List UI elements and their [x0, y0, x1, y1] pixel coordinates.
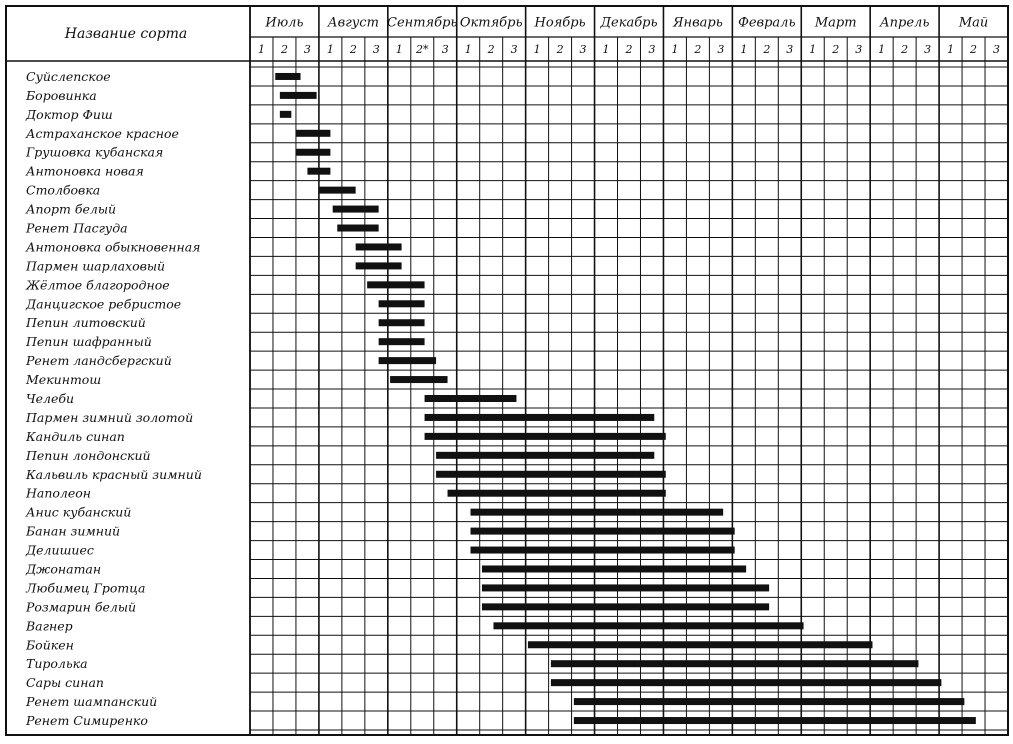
- month-label: Январь: [673, 15, 723, 31]
- ripening-bar: [280, 111, 291, 118]
- decade-label: 1: [602, 43, 610, 56]
- month-label: Март: [814, 15, 857, 31]
- variety-label: Данцигское ребристое: [26, 296, 182, 312]
- ripening-bar: [471, 547, 735, 554]
- ripening-bar: [379, 300, 425, 307]
- ripening-bar: [436, 452, 654, 459]
- decade-label: 1: [464, 43, 472, 56]
- ripening-bar: [296, 130, 330, 137]
- decade-label: 2: [970, 43, 978, 56]
- decade-label: 1: [878, 43, 886, 56]
- variety-label: Кандиль синап: [26, 428, 125, 444]
- ripening-bar: [425, 433, 666, 440]
- variety-label: Боровинка: [26, 87, 97, 103]
- decade-label: 3: [786, 43, 794, 56]
- variety-label: Кальвиль красный зимний: [26, 466, 202, 482]
- ripening-bar: [296, 149, 330, 156]
- decade-label: 1: [671, 43, 679, 56]
- variety-label: Антоновка новая: [26, 163, 144, 179]
- ripening-bar: [436, 471, 666, 478]
- decade-label: 3: [924, 43, 932, 56]
- decade-label: 3: [993, 43, 1001, 56]
- variety-label: Пепин шафранный: [26, 334, 152, 350]
- ripening-bar: [356, 262, 402, 269]
- ripening-bar: [307, 168, 330, 175]
- decade-label: 2: [694, 43, 702, 56]
- decade-label: 1: [533, 43, 541, 56]
- ripening-bar: [482, 584, 769, 591]
- variety-label: Сары синап: [26, 675, 104, 691]
- variety-label: Наполеон: [26, 485, 92, 501]
- ripening-bar: [574, 698, 964, 705]
- month-label: Апрель: [879, 15, 930, 31]
- month-label: Октябрь: [459, 15, 523, 31]
- ripening-bar: [319, 187, 356, 194]
- variety-label: Анис кубанский: [26, 504, 132, 520]
- ripening-bar: [356, 243, 402, 250]
- variety-label: Пепин литовский: [26, 315, 146, 331]
- month-label: Август: [327, 15, 379, 31]
- decade-label: 3: [855, 43, 863, 56]
- ripening-bar: [448, 490, 666, 497]
- ripening-bar: [471, 528, 735, 535]
- decade-label: 1: [326, 43, 334, 56]
- ripening-bar: [551, 679, 941, 686]
- ripening-bar: [337, 225, 378, 232]
- variety-label: Пармен шарлаховый: [26, 258, 166, 274]
- variety-label: Банан зимний: [26, 523, 121, 539]
- month-label: Май: [958, 15, 989, 31]
- month-label: Декабрь: [600, 15, 658, 31]
- variety-label: Суйслепское: [26, 68, 111, 84]
- decade-label: 2: [487, 43, 495, 56]
- decade-label: 1: [809, 43, 817, 56]
- ripening-bar: [528, 641, 873, 648]
- decade-label: 3: [510, 43, 518, 56]
- variety-label: Челеби: [26, 391, 75, 406]
- variety-label: Делишиес: [26, 542, 94, 558]
- ripening-bar: [379, 319, 425, 326]
- decade-label: 2: [280, 43, 288, 56]
- variety-label: Доктор Фиш: [26, 106, 113, 122]
- ripening-bar: [471, 509, 724, 516]
- month-label: Февраль: [738, 15, 796, 31]
- variety-label: Астраханское красное: [26, 125, 179, 141]
- variety-label: Мекинтош: [26, 372, 102, 388]
- decade-label: 2: [556, 43, 564, 56]
- variety-label: Бойкен: [26, 637, 74, 653]
- decade-label: 1: [740, 43, 748, 56]
- decade-label: 3: [579, 43, 587, 56]
- variety-label: Апорт белый: [26, 201, 117, 217]
- decade-label: 2: [763, 43, 771, 56]
- variety-label: Джонатан: [26, 561, 102, 577]
- variety-label: Пепин лондонский: [26, 447, 151, 463]
- ripening-bar: [574, 717, 976, 724]
- variety-label: Любимец Гротца: [26, 580, 146, 596]
- header-title: Название сорта: [64, 26, 188, 42]
- decade-label: 2*: [416, 43, 429, 56]
- ripening-bar: [367, 281, 424, 288]
- variety-label: Антоновка обыкновенная: [26, 239, 201, 255]
- variety-label: Ренет Пасгуда: [26, 220, 128, 236]
- ripening-bar: [425, 414, 655, 421]
- variety-label: Розмарин белый: [26, 599, 137, 615]
- variety-label: Вагнер: [26, 618, 73, 634]
- variety-label: Ренет шампанский: [26, 694, 158, 710]
- decade-label: 2: [832, 43, 840, 56]
- ripening-bar: [275, 73, 300, 80]
- month-label: Ноябрь: [534, 15, 586, 31]
- month-label: Июль: [265, 15, 304, 31]
- variety-labels: [25, 69, 202, 728]
- variety-label: Тиролька: [26, 656, 88, 672]
- decade-label: 2: [901, 43, 909, 56]
- variety-label: Пармен зимний золотой: [26, 409, 194, 425]
- ripening-bar: [482, 603, 769, 610]
- variety-label: Грушовка кубанская: [26, 144, 164, 160]
- decade-label: 1: [947, 43, 955, 56]
- variety-label: Жёлтое благородное: [26, 277, 170, 293]
- month-label: Сентябрь: [387, 15, 458, 31]
- decade-label: 1: [257, 43, 265, 56]
- decade-label: 2: [349, 43, 357, 56]
- decade-label: 3: [303, 43, 311, 56]
- ripening-bar: [425, 395, 517, 402]
- variety-label: Столбовка: [26, 182, 101, 198]
- chart-header: [64, 16, 1000, 57]
- variety-label: Ренет ландсбергский: [26, 353, 172, 369]
- ripening-bar: [551, 660, 919, 667]
- ripening-bar: [493, 622, 803, 629]
- decade-label: 3: [372, 43, 380, 56]
- ripening-bar: [379, 338, 425, 345]
- variety-label: Ренет Симиренко: [26, 713, 148, 729]
- decade-label: 3: [441, 43, 449, 56]
- ripening-bar: [379, 357, 436, 364]
- decade-label: 3: [717, 43, 725, 56]
- decade-label: 2: [625, 43, 633, 56]
- ripening-bar: [280, 92, 317, 99]
- decade-label: 3: [648, 43, 656, 56]
- ripening-bar: [390, 376, 447, 383]
- decade-label: 1: [395, 43, 403, 56]
- ripening-bar: [333, 206, 379, 213]
- ripening-bar: [482, 565, 746, 572]
